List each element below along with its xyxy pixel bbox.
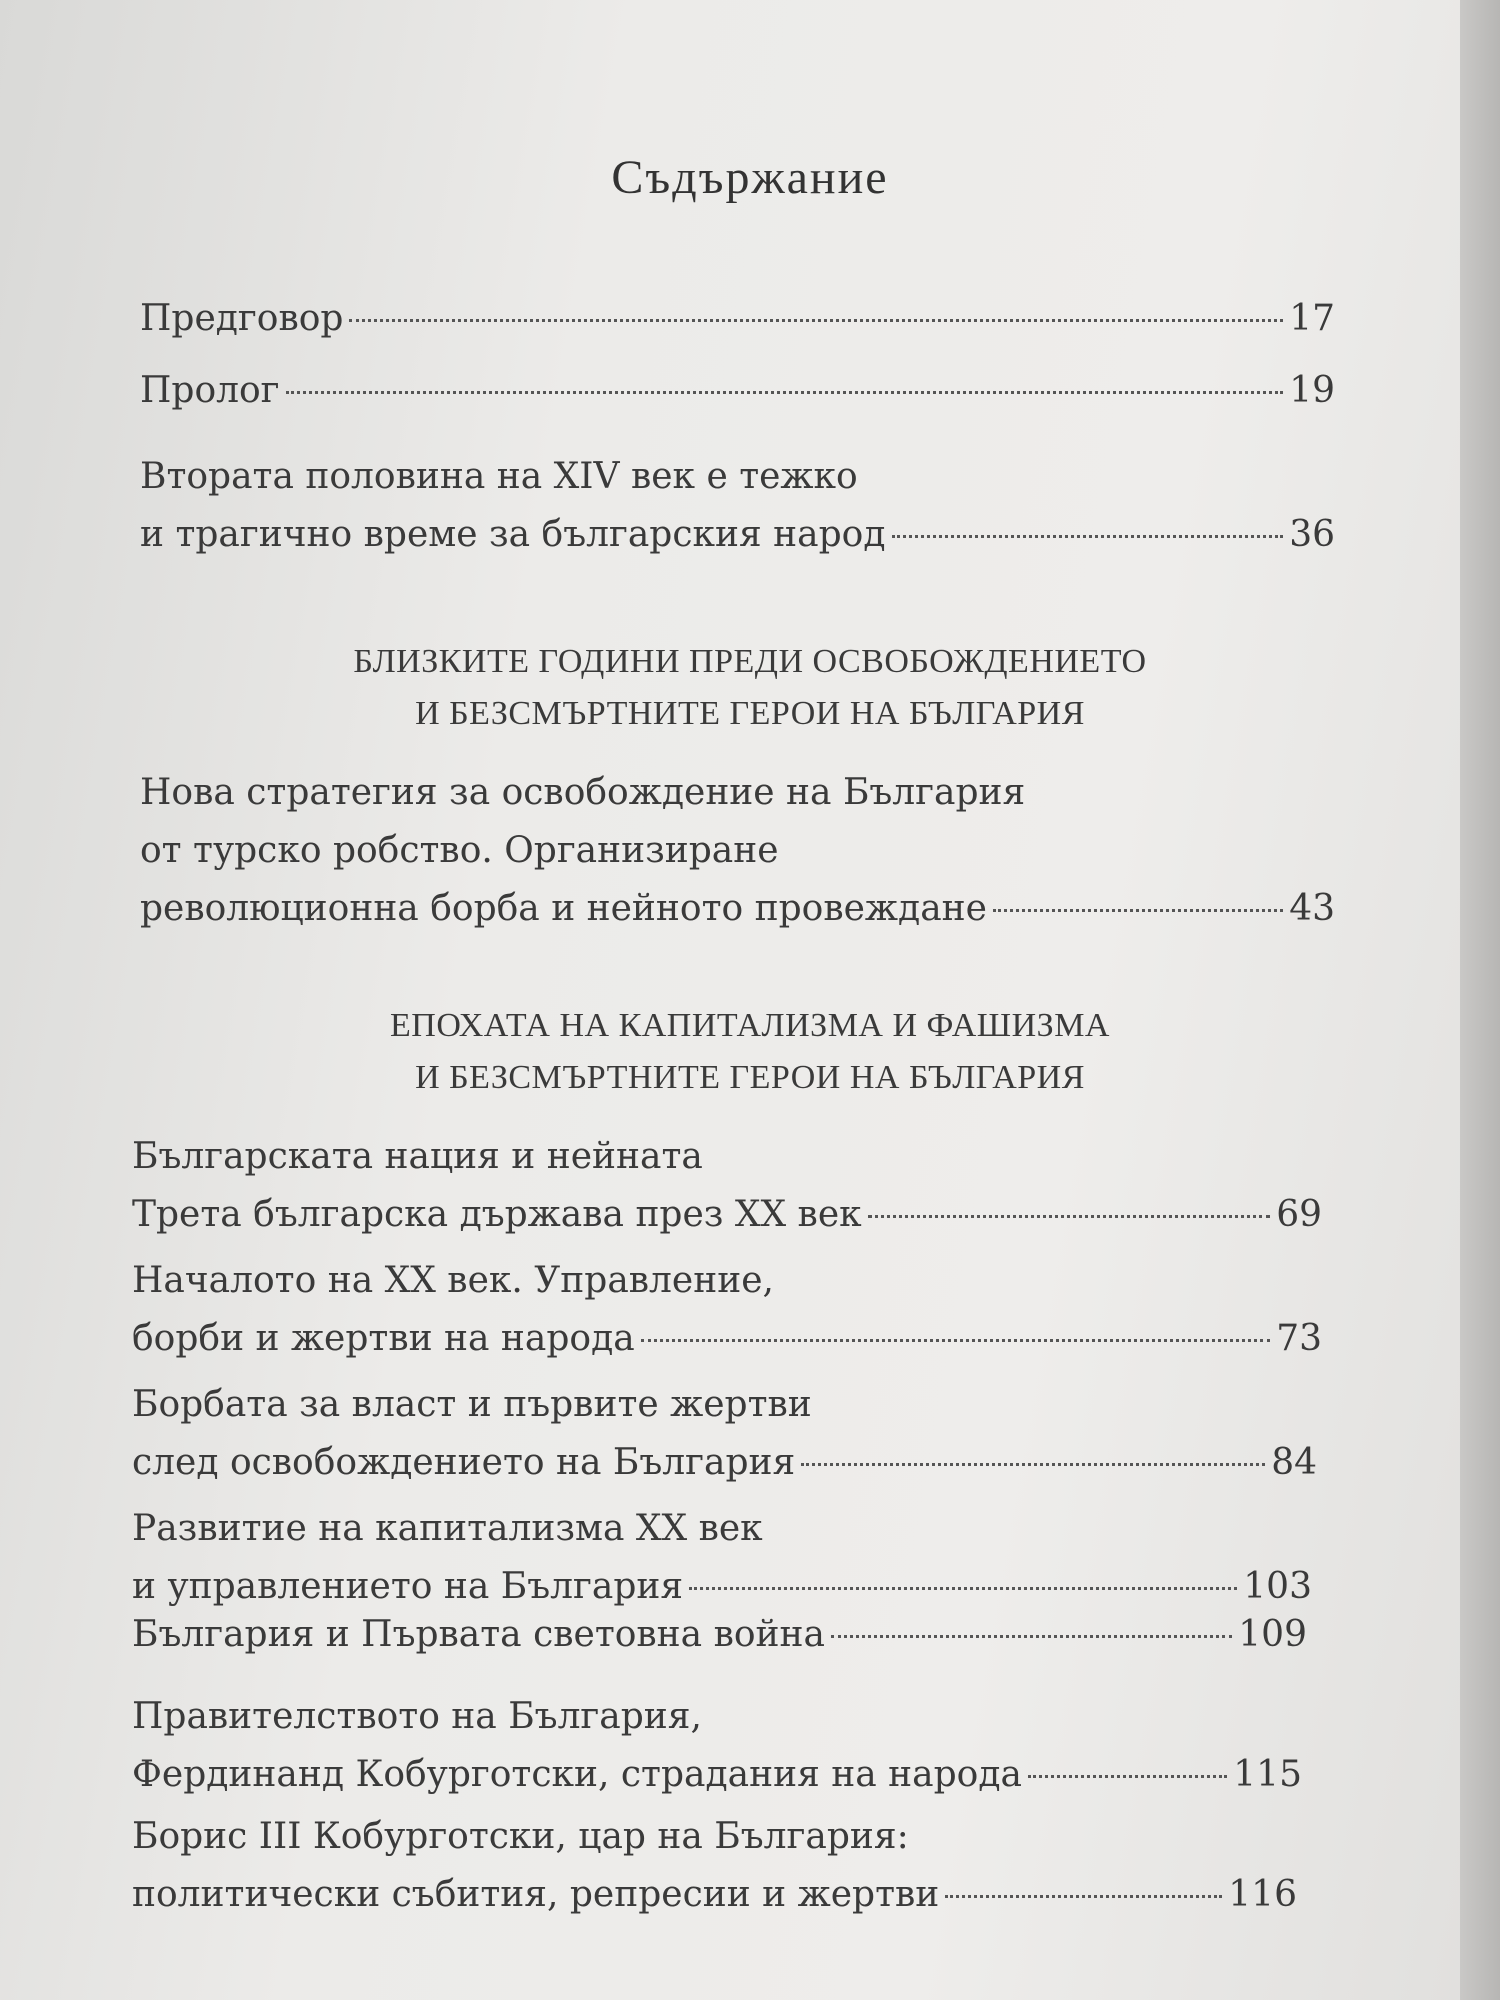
section-heading	[0, 1000, 1500, 1104]
toc-entry-title: Борис III Кобурготски, цар на България:	[132, 1816, 909, 1857]
toc-entry-title: Борбата за власт и първите жертви	[132, 1384, 812, 1425]
toc-entry[interactable]	[132, 1808, 1297, 1924]
dot-leader	[993, 909, 1283, 912]
toc-entry-title: Началото на XX век. Управление,	[132, 1260, 774, 1301]
toc-entry-title: Фердинанд Кобурготски, страдания на народа	[132, 1754, 1022, 1795]
toc-entry-title: и управлението на България	[132, 1566, 684, 1607]
toc-entry-title: след освобождението на България	[132, 1442, 796, 1483]
toc-entry[interactable]	[140, 290, 1335, 348]
toc-page-number: 109	[1238, 1614, 1307, 1655]
toc-entry-title: Пролог	[140, 370, 280, 411]
toc-entry-title: Нова стратегия за освобождение на България	[140, 772, 1026, 813]
toc-page-number: 36	[1289, 514, 1335, 555]
toc-entry-title: Предговор	[140, 298, 344, 339]
toc-entry-title: политически събития, репресии и жертви	[132, 1874, 940, 1915]
toc-entry-title: България и Първата световна война	[132, 1614, 825, 1655]
toc-page-number: 116	[1228, 1874, 1297, 1915]
toc-entry-title: от турско робство. Организиране	[140, 830, 779, 871]
dot-leader	[801, 1463, 1265, 1466]
dot-leader	[868, 1215, 1271, 1218]
toc-page-number: 115	[1233, 1754, 1302, 1795]
section-heading-line: БЛИЗКИТЕ ГОДИНИ ПРЕДИ ОСВОБОЖДЕНИЕТО	[353, 643, 1147, 680]
toc-entry[interactable]	[132, 1688, 1302, 1804]
dot-leader	[641, 1339, 1270, 1342]
page-title: Съдържание	[611, 151, 889, 204]
toc-entry[interactable]	[132, 1606, 1307, 1664]
toc-page-number: 19	[1289, 370, 1335, 411]
toc-entry-title: Втората половина на XIV век е тежко	[140, 456, 858, 497]
dot-leader	[286, 391, 1284, 394]
toc-entry-title: борби и жертви на народа	[132, 1318, 635, 1359]
toc-page-number: 84	[1271, 1442, 1317, 1483]
dot-leader	[689, 1587, 1237, 1590]
dot-leader	[349, 319, 1283, 322]
toc-entry[interactable]	[140, 362, 1335, 420]
toc-page-number: 43	[1289, 888, 1335, 929]
toc-page-number: 73	[1276, 1318, 1322, 1359]
dot-leader	[892, 535, 1284, 538]
toc-entry-title: революционна борба и нейното провеждане	[140, 888, 987, 929]
toc-entry-title: Трета българска държава през XX век	[132, 1194, 862, 1235]
section-heading	[0, 636, 1500, 740]
toc-page-number: 69	[1276, 1194, 1322, 1235]
dot-leader	[831, 1635, 1232, 1638]
toc-entry[interactable]	[140, 448, 1335, 564]
toc-entry-title: Развитие на капитализма XX век	[132, 1508, 763, 1549]
dot-leader	[945, 1895, 1222, 1898]
section-heading-line: И БЕЗСМЪРТНИТЕ ГЕРОИ НА БЪЛГАРИЯ	[415, 1059, 1085, 1096]
toc-entry-title: Правителството на България,	[132, 1696, 702, 1737]
toc-entry[interactable]	[132, 1128, 1322, 1244]
dot-leader	[1028, 1775, 1227, 1778]
toc-entry-title: Българската нация и нейната	[132, 1136, 703, 1177]
toc-entry-title: и трагично време за българския народ	[140, 514, 886, 555]
toc-entry[interactable]	[140, 764, 1335, 938]
toc-page-number: 103	[1243, 1566, 1312, 1607]
toc-page-number: 17	[1289, 298, 1335, 339]
section-heading-line: И БЕЗСМЪРТНИТЕ ГЕРОИ НА БЪЛГАРИЯ	[415, 695, 1085, 732]
section-heading-line: ЕПОХАТА НА КАПИТАЛИЗМА И ФАШИЗМА	[390, 1007, 1110, 1044]
toc-entry[interactable]	[132, 1252, 1322, 1368]
toc-entry[interactable]	[132, 1376, 1317, 1492]
toc-entry[interactable]	[132, 1500, 1312, 1616]
